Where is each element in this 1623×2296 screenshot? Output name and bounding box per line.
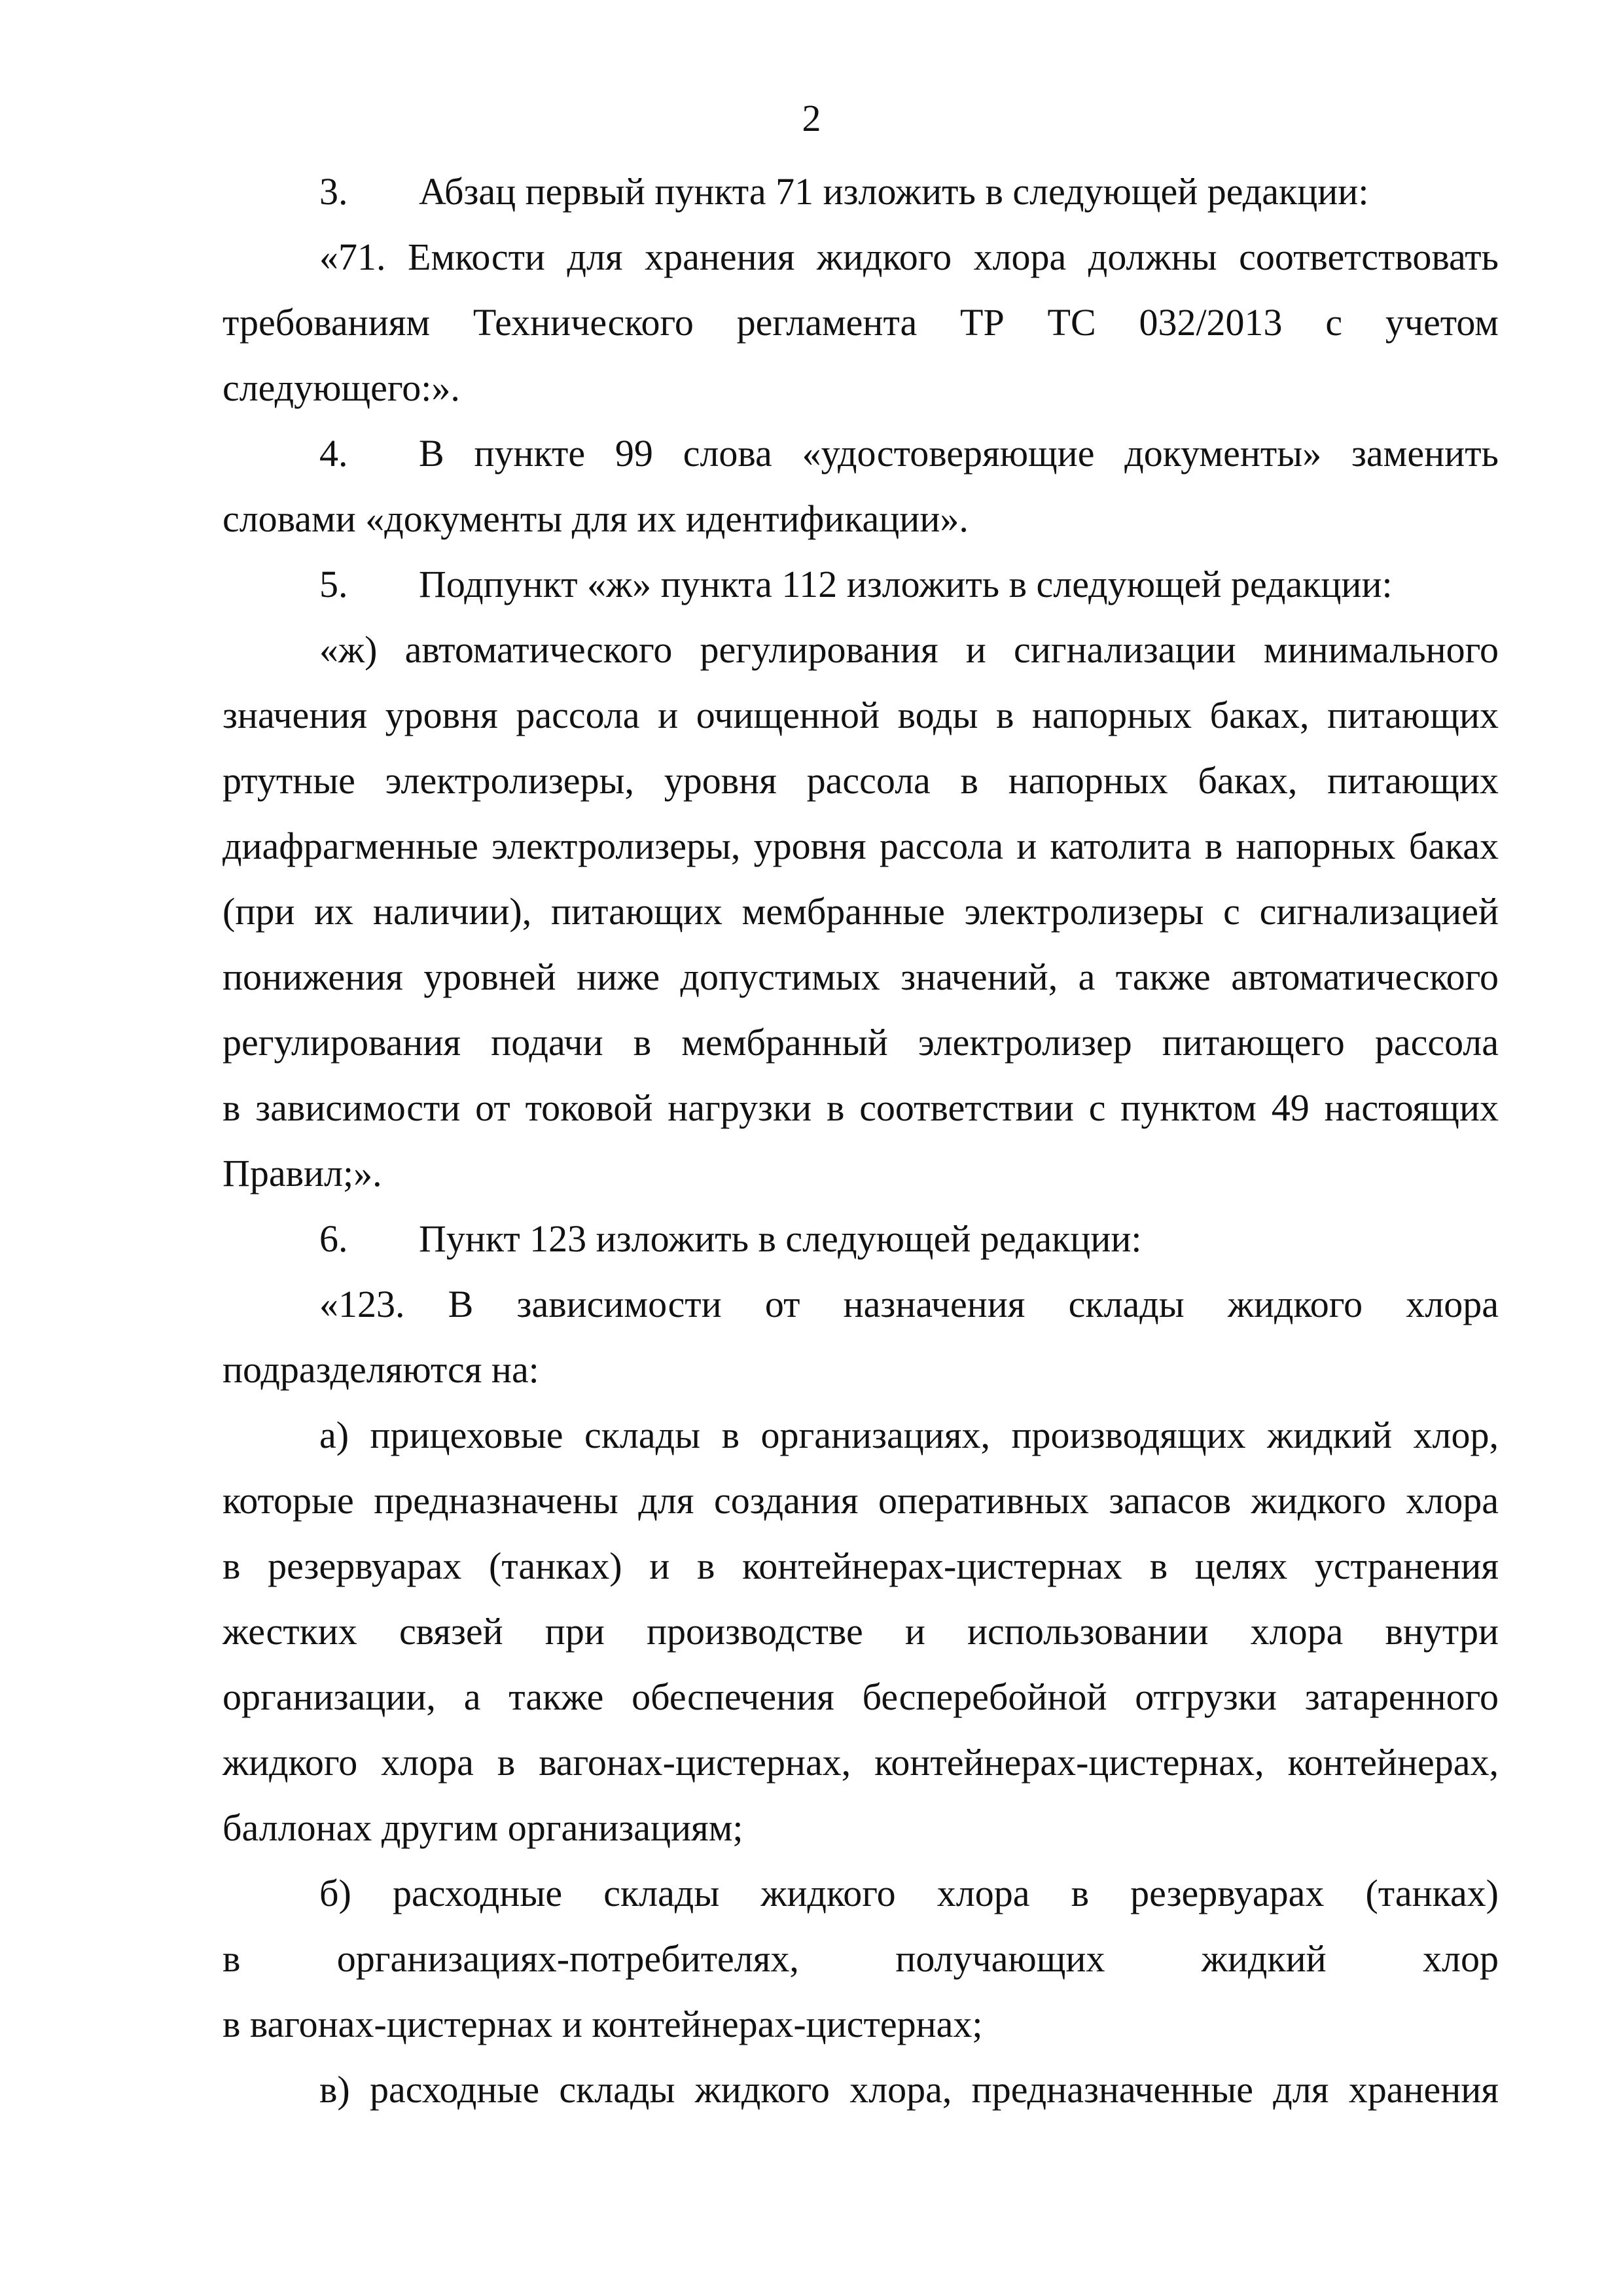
item-number: 6. (319, 1217, 348, 1260)
text-line: в) расходные склады жидкого хлора, предназначенные для хранения (319, 2068, 1499, 2111)
text-line: Подпункт «ж» пункта 112 изложить в следующей редакции: (419, 563, 1393, 605)
text-line: Правил;». (223, 1152, 382, 1194)
text-line: Абзац первый пункта 71 изложить в следующей редакции: (419, 170, 1369, 213)
text-line: баллонах другим организациям; (223, 1806, 743, 1849)
text-line: жестких связей при производстве и использовании хлора внутри (223, 1610, 1499, 1653)
text-line: Пункт 123 изложить в следующей редакции: (419, 1217, 1142, 1260)
text-line: а) прицеховые склады в организациях, производящих жидкий хлор, (319, 1414, 1499, 1456)
text-line: В пункте 99 слова «удостоверяющие документы» заменить (419, 432, 1499, 475)
text-line: жидкого хлора в вагонах-цистернах, контейнерах-цистернах, контейнерах, (223, 1741, 1499, 1784)
text-line: регулирования подачи в мембранный электролизер питающего рассола (223, 1021, 1499, 1064)
text-line: б) расходные склады жидкого хлора в резервуарах (танках) (319, 1872, 1499, 1914)
item-number: 5. (319, 563, 348, 605)
text-line: в резервуарах (танках) и в контейнерах-цистернах в целях устранения (223, 1545, 1499, 1587)
text-line: «123. В зависимости от назначения склады жидкого хлора (319, 1283, 1499, 1325)
text-line: ртутные электролизеры, уровня рассола в напорных баках, питающих (223, 759, 1499, 802)
text-line: которые предназначены для создания оперативных запасов жидкого хлора (223, 1479, 1499, 1522)
text-line: словами «документы для их идентификации». (223, 497, 969, 540)
text-line: требованиям Технического регламента ТР ТС 032/2013 с учетом (223, 301, 1499, 344)
item-number: 4. (319, 432, 348, 475)
text-line: (при их наличии), питающих мембранные электролизеры с сигнализацией (223, 890, 1499, 933)
text-line: в зависимости от токовой нагрузки в соответствии с пунктом 49 настоящих (223, 1086, 1499, 1129)
text-line: «ж) автоматического регулирования и сигнализации минимального (319, 628, 1499, 671)
text-line: понижения уровней ниже допустимых значений, а также автоматического (223, 956, 1499, 998)
text-line: значения уровня рассола и очищенной воды в напорных баках, питающих (223, 694, 1499, 736)
text-line: в вагонах-цистернах и контейнерах-цистернах; (223, 2003, 983, 2045)
item-number: 3. (319, 170, 348, 213)
text-line: следующего:». (223, 367, 460, 409)
text-line: подразделяются на: (223, 1348, 539, 1391)
text-line: в организациях-потребителях, получающих жидкий хлор (223, 1937, 1499, 1980)
text-line: диафрагменные электролизеры, уровня рассола и католита в напорных баках (223, 825, 1499, 867)
text-line: организации, а также обеспечения бесперебойной отгрузки затаренного (223, 1676, 1499, 1718)
page-number: 2 (802, 97, 821, 139)
text-line: «71. Емкости для хранения жидкого хлора должны соответствовать (319, 236, 1499, 278)
